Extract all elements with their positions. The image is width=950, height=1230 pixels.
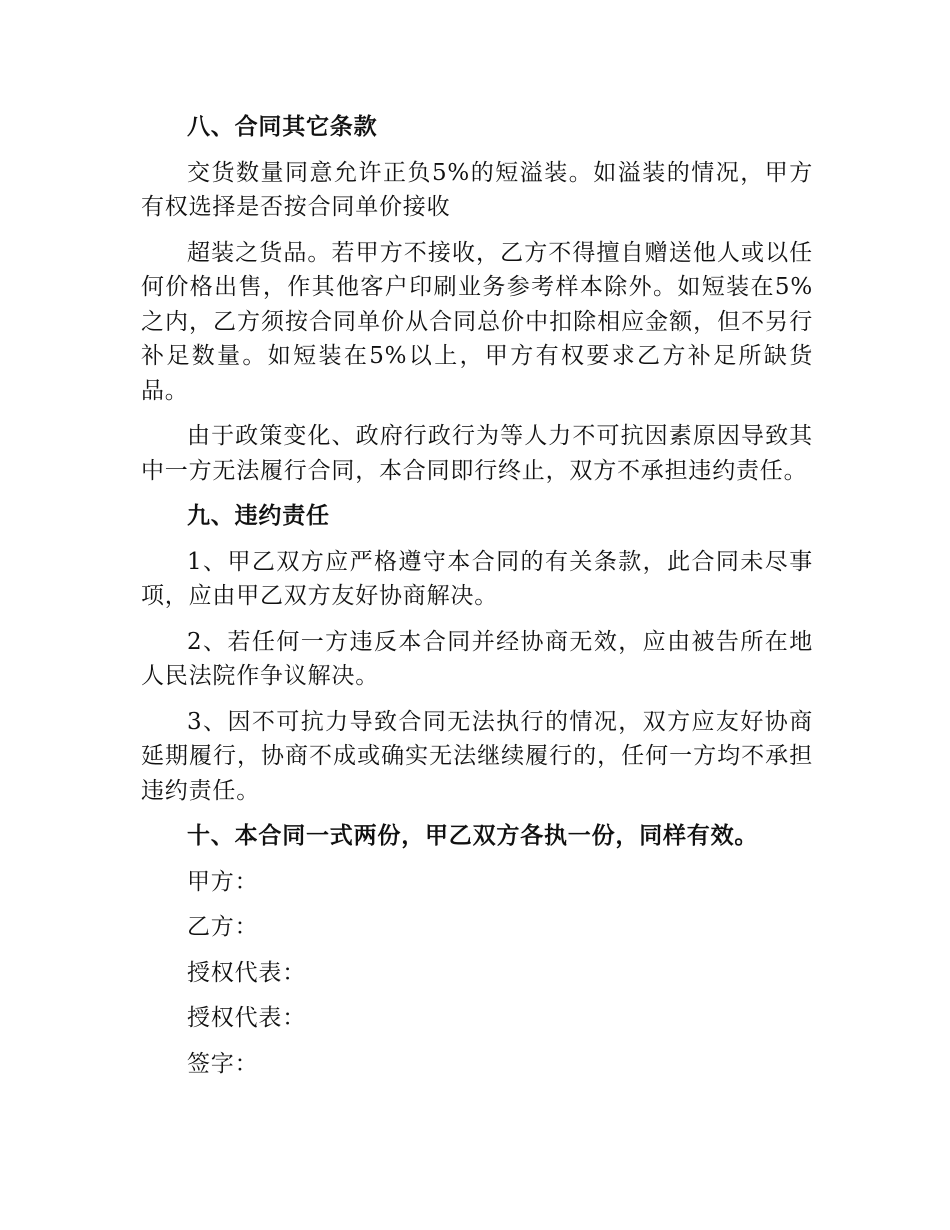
paragraph: 1、甲乙双方应严格遵守本合同的有关条款，此合同未尽事项，应由甲乙双方友好协商解决。 <box>141 548 813 609</box>
signature-field-authorized-rep-b: 授权代表： <box>187 1005 306 1031</box>
paragraph: 由于政策变化、政府行政行为等人力不可抗因素原因导致其中一方无法履行合同，本合同即行终止，双方不承担违约责任。 <box>141 423 813 484</box>
paragraph: 2、若任何一方违反本合同并经协商无效，应由被告所在地人民法院作争议解决。 <box>141 628 813 689</box>
section-heading-10: 十、本合同一式两份，甲乙双方各执一份，同样有效。 <box>187 822 759 849</box>
paragraph: 3、因不可抗力导致合同无法执行的情况，双方应友好协商延期履行，协商不成或确实无法继续履行的，任何一方均不承担违约责任。 <box>141 708 813 804</box>
document-body <box>141 110 813 1092</box>
section-heading-9: 九、违约责任 <box>187 502 330 529</box>
signature-field-authorized-rep-a: 授权代表： <box>187 959 306 986</box>
signature-field-sign: 签字： <box>187 1050 259 1077</box>
paragraph: 交货数量同意允许正负5%的短溢装。如溢装的情况，甲方有权选择是否按合同单价接收 <box>141 159 813 220</box>
section-heading-8: 八、合同其它条款 <box>187 113 378 140</box>
paragraph: 超装之货品。若甲方不接收，乙方不得擅自赠送他人或以任何价格出售，作其他客户印刷业务参考样本除外。如短装在5%之内，乙方须按合同单价从合同总价中扣除相应金额，但不另行补足数量。如短装在5%以上，甲方有权要求乙方补足所缺货品。 <box>141 239 813 404</box>
signature-field-party-a: 甲方： <box>187 868 259 895</box>
signature-field-party-b: 乙方： <box>187 914 259 940</box>
